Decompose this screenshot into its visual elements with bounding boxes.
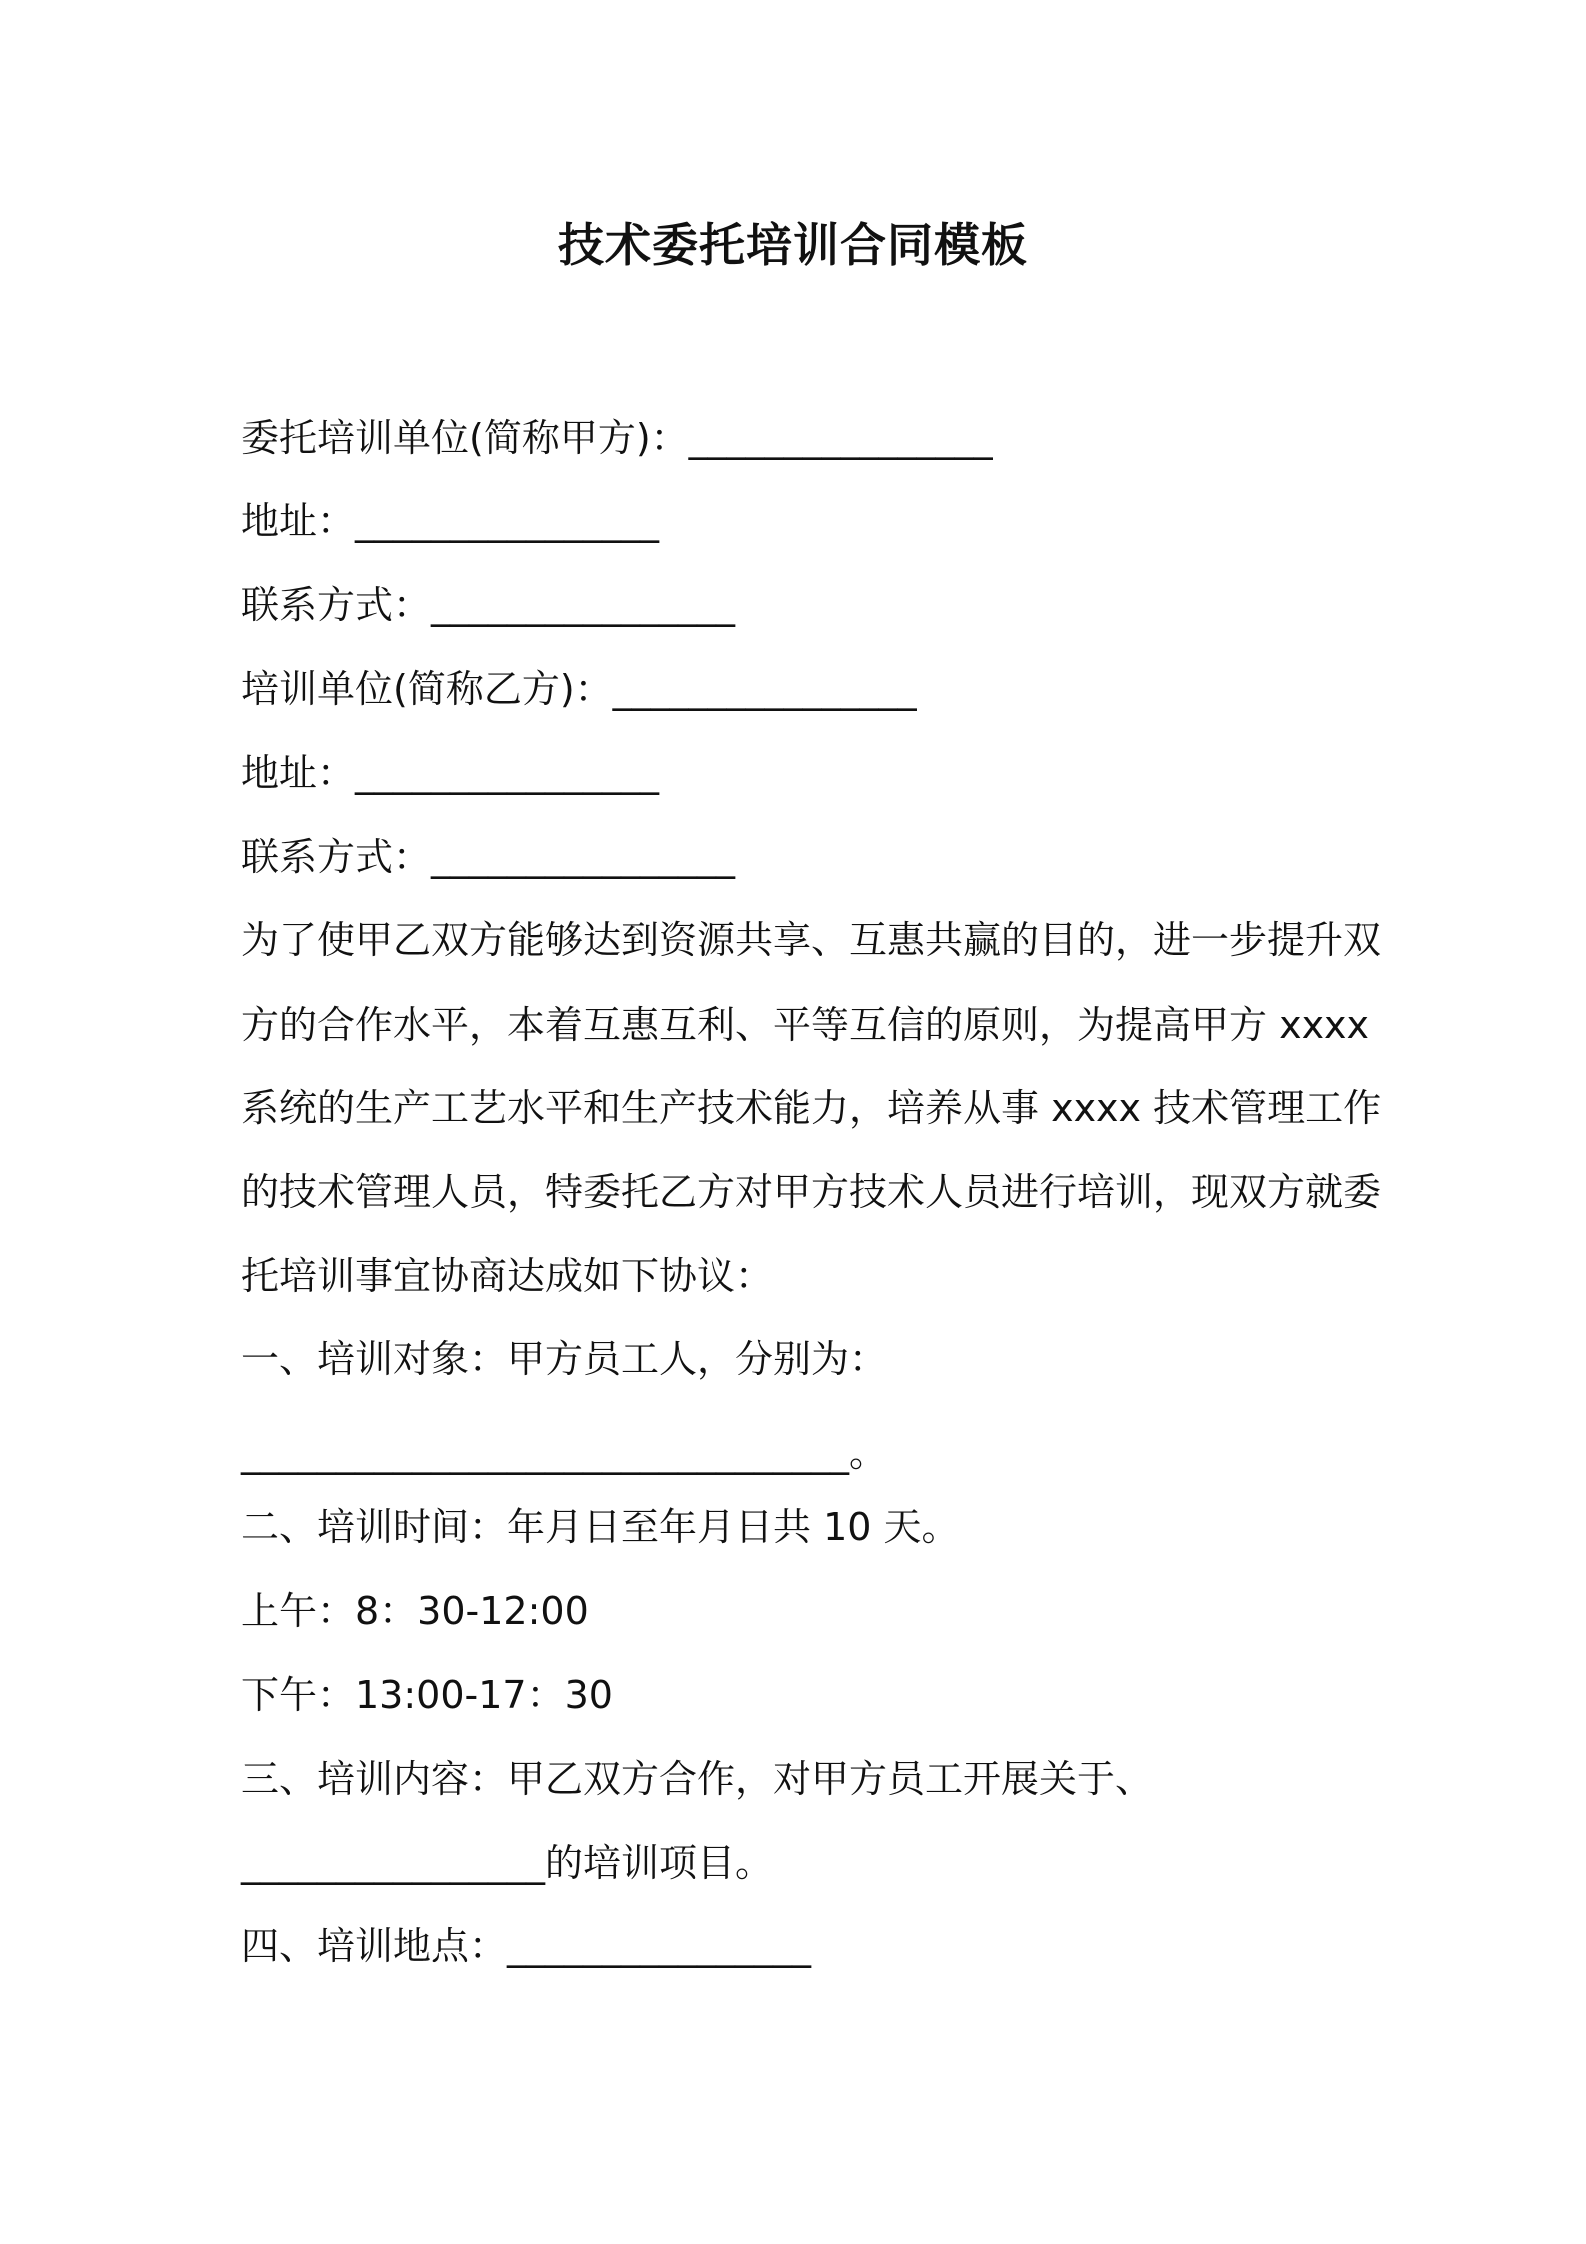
clause-2-training-time: 二、培训时间：年月日至年月日共 10 天。 (241, 1505, 960, 1549)
party-b-name-field: 培训单位(简称乙方)：________________ (241, 667, 917, 711)
preamble-line: 为了使甲乙双方能够达到资源共享、互惠共赢的目的，进一步提升双 (241, 918, 1382, 962)
preamble-line: 托培训事宜协商达成如下协议： (241, 1254, 774, 1298)
party-a-address-field: 地址：________________ (241, 499, 660, 543)
preamble-line: 系统的生产工艺水平和生产技术能力，培养从事 xxxx 技术管理工作 (241, 1086, 1382, 1130)
party-a-contact-field: 联系方式：________________ (241, 583, 736, 627)
party-a-name-field: 委托培训单位(简称甲方)：________________ (241, 416, 993, 460)
clause-3-blank: ________________的培训项目。 (241, 1841, 774, 1885)
document-title: 技术委托培训合同模板 (558, 218, 1028, 272)
clause-3-training-content: 三、培训内容：甲乙双方合作，对甲方员工开展关于、 (241, 1757, 1154, 1801)
party-b-contact-field: 联系方式：________________ (241, 835, 736, 879)
clause-2-afternoon-hours: 下午：13:00-17：30 (241, 1673, 613, 1717)
clause-1-blank: ________________________________。 (241, 1431, 888, 1475)
clause-4-training-location: 四、培训地点：________________ (241, 1924, 812, 1968)
clause-2-morning-hours: 上午：8：30-12:00 (241, 1589, 589, 1633)
clause-1-training-target: 一、培训对象：甲方员工人，分别为： (241, 1337, 888, 1381)
party-b-address-field: 地址：________________ (241, 751, 660, 795)
preamble-line: 的技术管理人员，特委托乙方对甲方技术人员进行培训，现双方就委 (241, 1170, 1382, 1214)
preamble-line: 方的合作水平，本着互惠互利、平等互信的原则，为提高甲方 xxxx (241, 1003, 1370, 1047)
